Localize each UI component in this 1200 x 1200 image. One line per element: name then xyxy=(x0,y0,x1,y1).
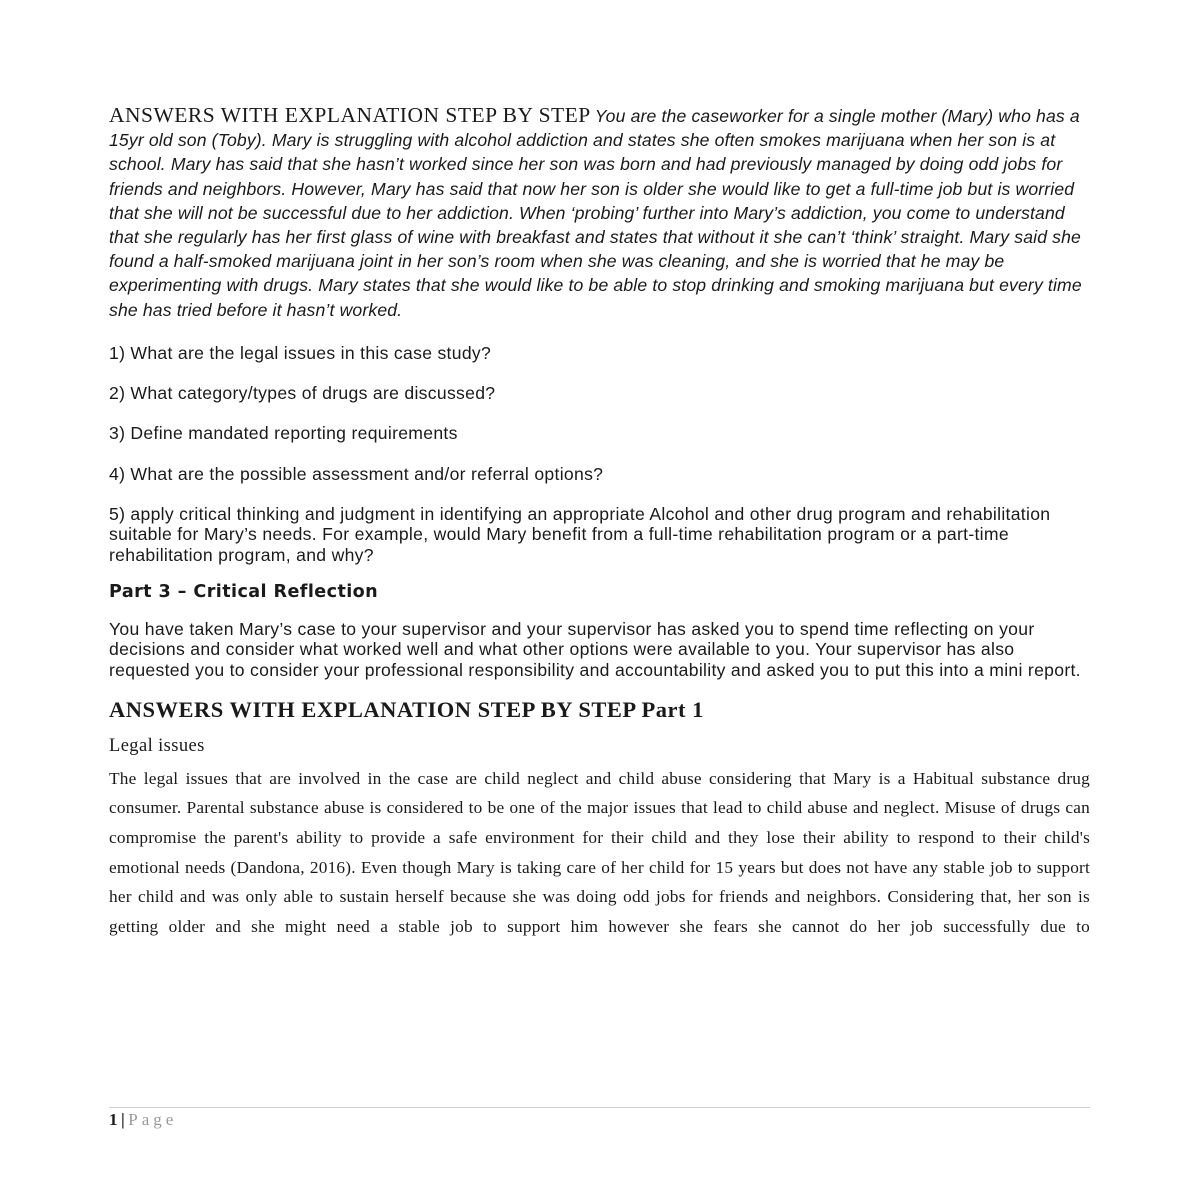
intro-paragraph xyxy=(109,104,1090,323)
page-footer xyxy=(109,1110,177,1130)
case-study-text: You are the caseworker for a single mother (Mary) who has a 15yr old son (Toby). Mary is struggling with alcohol addiction and states she often smokes marijuana when her son is at school. Mary has said that she hasn’t worked since her son was born and had previously managed by doing odd jobs for friends and neighbors. However, Mary has said that now her son is older she would like to get a full-time job but is worried that she will not be successful due to her addiction. When ‘probing’ further into Mary’s addiction, you come to understand that she regularly has her first glass of wine with breakfast and states that without it she can’t ‘think’ straight. Mary said she found a half-smoked marijuana joint in her son’s room when she was cleaning, and she is worried that he may be experimenting with drugs. Mary states that she would like to be able to stop drinking and smoking marijuana but every time she has tried before it hasn’t worked. xyxy=(109,106,1082,320)
question-5: 5) apply critical thinking and judgment in identifying an appropriate Alcohol and other drug program and rehabilitation suitable for Mary’s needs. For example, would Mary benefit from a full-time rehabilitation program or a part-time rehabilitation program, and why? xyxy=(109,504,1051,565)
intro-heading: ANSWERS WITH EXPLANATION STEP BY STEP xyxy=(109,103,591,127)
part3-title: Part 3 – Critical Reflection xyxy=(109,581,379,602)
page-label: Page xyxy=(128,1110,178,1129)
page-content xyxy=(109,104,1090,941)
question-1: 1) What are the legal issues in this case study? xyxy=(109,342,492,363)
part3-body: You have taken Mary’s case to your supervisor and your supervisor has asked you to spend time reflecting on your decisions and consider what worked well and what other options were available to you. Your supervisor has also requested you to consider your professional responsibility and accountability and asked you to put this into a mini report. xyxy=(109,618,1081,680)
legal-issues-subheading: Legal issues xyxy=(109,735,205,756)
answers-heading: ANSWERS WITH EXPLANATION STEP BY STEP Part 1 xyxy=(109,696,704,722)
page-number: 1 xyxy=(109,1110,118,1129)
question-4: 4) What are the possible assessment and/or referral options? xyxy=(109,463,604,484)
question-3: 3) Define mandated reporting requirements xyxy=(109,423,458,444)
question-2: 2) What category/types of drugs are discussed? xyxy=(109,383,496,404)
legal-issues-paragraph: The legal issues that are involved in the case are child neglect and child abuse considering that Mary is a Habitual substance drug consumer. Parental substance abuse is considered to be one of the major issues that lead to child abuse and neglect. Misuse of drugs can compromise the parent's ability to provide a safe environment for their child and they lose their ability to respond to their child's emotional needs (Dandona, 2016). Even though Mary is taking care of her child for 15 years but does not have any stable job to support her child and was only able to sustain herself because she was doing odd jobs for friends and neighbors. Considering that, her son is getting older and she might need a stable job to support him however she fears she cannot do her job successfully due to xyxy=(109,768,1090,936)
footer-divider xyxy=(109,1107,1090,1108)
footer-separator: | xyxy=(121,1110,126,1129)
